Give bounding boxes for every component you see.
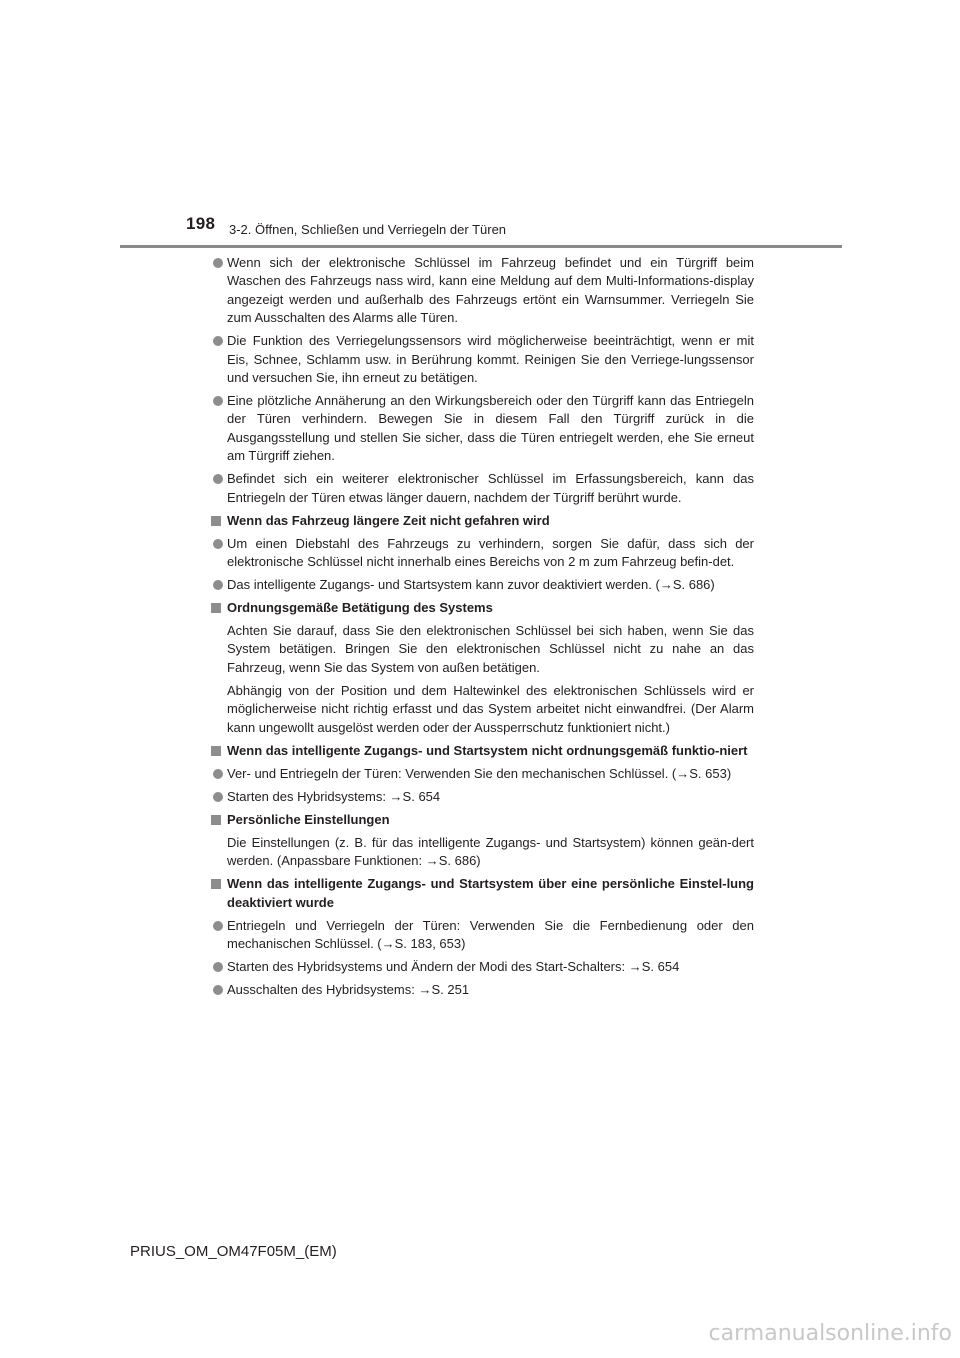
section-heading: [210, 599, 754, 617]
heading-square-icon: [211, 815, 221, 825]
document-code: PRIUS_OM_OM47F05M_(EM): [130, 1243, 337, 1260]
bullet-item: [210, 958, 754, 976]
block-text: Starten des Hybridsystems und Ändern der Modi des Start-Schalters: →S. 654: [227, 958, 680, 974]
page-number: 198: [186, 214, 216, 233]
bullet-dot-icon: [213, 792, 223, 802]
bullet-dot-icon: [213, 580, 223, 590]
bullet-dot-icon: [213, 336, 223, 346]
block-text: Die Funktion des Verriegelungssensors wird möglicherweise beeinträchtigt, wenn er mit Eis, Schnee, Schlamm usw. in Berührung kommt. Reinigen Sie den Verriege-lungssensor und versuchen Sie, ihn erneut zu betätigen.: [227, 333, 754, 386]
block-text: Starten des Hybridsystems: →S. 654: [227, 788, 441, 804]
block-text: Entriegeln und Verriegeln der Türen: Verwenden Sie die Fernbedienung oder den mechanischen Schlüssel. (→S. 183, 653): [227, 917, 754, 951]
block-text: Persönliche Einstellungen: [227, 811, 390, 827]
bullet-dot-icon: [213, 985, 223, 995]
bullet-item: [210, 765, 754, 783]
block-text: Das intelligente Zugangs- und Startsystem kann zuvor deaktiviert werden. (→S. 686): [227, 577, 715, 593]
block-text: Befindet sich ein weiterer elektronischer Schlüssel im Erfassungsbereich, kann das Entriegeln der Türen etwas länger dauern, nachdem der Türgriff berührt wurde.: [227, 471, 754, 505]
bullet-item: [210, 535, 754, 572]
block-text: Wenn das Fahrzeug längere Zeit nicht gefahren wird: [227, 512, 550, 528]
bullet-dot-icon: [213, 921, 223, 931]
bullet-item: [210, 788, 754, 806]
block-text: Die Einstellungen (z. B. für das intelligente Zugangs- und Startsystem) können geän-dert werden. (Anpassbare Funktionen: →S. 686): [227, 834, 754, 869]
page-content: [210, 254, 754, 1004]
bullet-dot-icon: [213, 474, 223, 484]
header-divider: [120, 245, 842, 248]
heading-square-icon: [211, 516, 221, 526]
heading-square-icon: [211, 603, 221, 613]
body-paragraph: [210, 834, 754, 871]
section-heading: [210, 811, 754, 829]
bullet-item: [210, 254, 754, 328]
block-text: Ausschalten des Hybridsystems: →S. 251: [227, 981, 470, 997]
heading-square-icon: [211, 746, 221, 756]
body-paragraph: [210, 682, 754, 737]
bullet-item: [210, 470, 754, 507]
section-title: 3-2. Öffnen, Schließen und Verriegeln der Türen: [229, 222, 507, 237]
page-header: [0, 0, 960, 250]
block-text: Wenn das intelligente Zugangs- und Startsystem über eine persönliche Einstel-lung deaktiviert wurde: [227, 876, 754, 910]
block-text: Um einen Diebstahl des Fahrzeugs zu verhindern, sorgen Sie dafür, dass sich der elektronische Schlüssel nicht innerhalb eines Bereichs von 2 m zum Fahrzeug befin-det.: [227, 535, 754, 570]
bullet-item: [210, 332, 754, 387]
block-text: Wenn das intelligente Zugangs- und Startsystem nicht ordnungsgemäß funktio-niert: [227, 742, 748, 758]
block-text: Achten Sie darauf, dass Sie den elektronischen Schlüssel bei sich haben, wenn Sie das System betätigen. Bringen Sie den elektronischen Schlüssel nicht zu nahe an das Fahrzeug, wenn Sie das System von außen betätigen.: [227, 623, 754, 675]
block-text: Ver- und Entriegeln der Türen: Verwenden Sie den mechanischen Schlüssel. (→S. 653): [227, 765, 732, 781]
bullet-dot-icon: [213, 258, 223, 268]
section-heading: [210, 512, 754, 530]
watermark: carmanualsonline.info: [708, 1321, 952, 1346]
bullet-item: [210, 917, 754, 954]
block-text: Abhängig von der Position und dem Haltewinkel des elektronischen Schlüssels wird er möglicherweise nicht richtig erfasst und das System arbeitet nicht einwandfrei. (Der Alarm kann ungewollt ausgelöst werden oder der Aussperrschutz funktioniert nicht.): [227, 682, 754, 735]
bullet-dot-icon: [213, 962, 223, 972]
bullet-item: [210, 981, 754, 999]
block-text: Eine plötzliche Annäherung an den Wirkungsbereich oder den Türgriff kann das Entriegeln der Türen verhindern. Bewegen Sie in diesem Fall den Türgriff zurück in die Ausgangsstellung und stellen Sie sicher, dass die Türen entriegelt werden, ehe Sie erneut am Türgriff ziehen.: [227, 393, 754, 464]
heading-square-icon: [211, 879, 221, 889]
bullet-item: [210, 392, 754, 466]
bullet-dot-icon: [213, 539, 223, 549]
bullet-dot-icon: [213, 769, 223, 779]
bullet-dot-icon: [213, 396, 223, 406]
block-text: Ordnungsgemäße Betätigung des Systems: [227, 600, 493, 616]
section-heading: [210, 742, 754, 760]
bullet-item: [210, 576, 754, 594]
body-paragraph: [210, 622, 754, 677]
section-heading: [210, 875, 754, 912]
block-text: Wenn sich der elektronische Schlüssel im Fahrzeug befindet und ein Türgriff beim Waschen des Fahrzeugs nass wird, kann eine Meldung auf dem Multi-Informations-display angezeigt werden und außerhalb des Fahrzeugs ertönt ein Warnsummer. Verriegeln Sie zum Ausschalten des Alarms alle Türen.: [227, 255, 754, 326]
